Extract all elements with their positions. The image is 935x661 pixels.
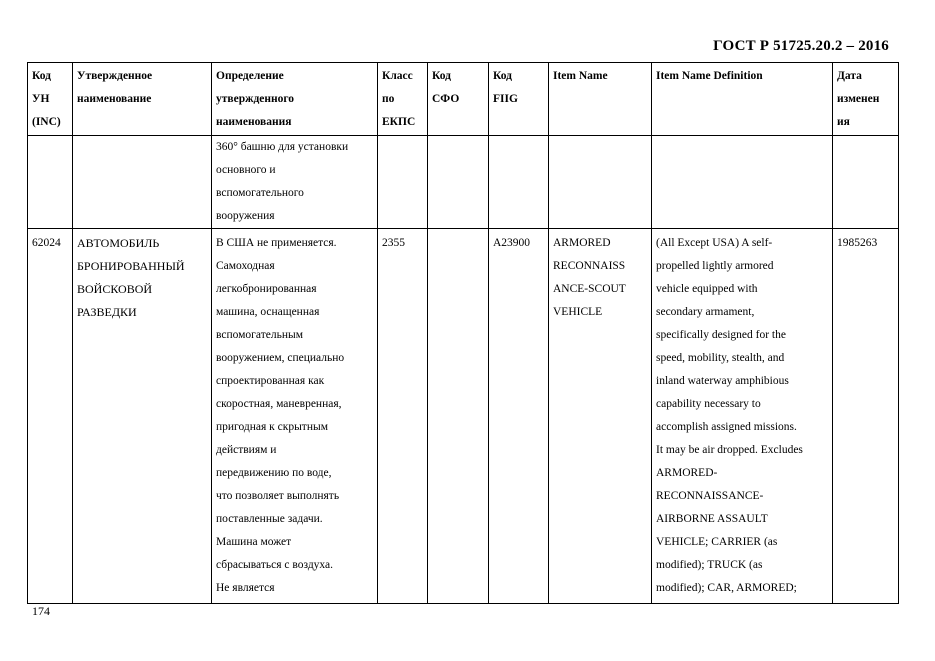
cell-line: ARMORED	[553, 237, 611, 249]
cell-line: сбрасываться с воздуха.	[216, 559, 333, 571]
cell-line: propelled lightly armored	[656, 260, 774, 272]
header-line: Класс	[382, 70, 413, 82]
cell-line: RECONNAISSANCE-	[656, 490, 764, 502]
header-col-inc	[28, 63, 73, 136]
cell-item-name	[549, 229, 652, 604]
cell-line: It may be air dropped. Excludes	[656, 444, 803, 456]
cell-date	[833, 229, 899, 604]
cell-class	[378, 136, 428, 229]
header-line: Код	[493, 70, 513, 82]
cell-line: В США не применяется.	[216, 237, 337, 249]
header-line: изменен	[837, 93, 880, 105]
table-row	[28, 229, 899, 604]
classifier-table	[27, 62, 899, 604]
header-line: Код	[32, 70, 52, 82]
cell-line: АВТОМОБИЛЬ	[77, 236, 160, 250]
header-line: по	[382, 93, 395, 105]
header-line: СФО	[432, 93, 460, 105]
cell-line: вооружения	[216, 210, 275, 222]
cell-sfo	[428, 136, 489, 229]
cell-item-name	[549, 136, 652, 229]
cell-line: действиям и	[216, 444, 277, 456]
cell-line: capability necessary to	[656, 398, 761, 410]
cell-item-def	[652, 136, 833, 229]
cell-line: VEHICLE; CARRIER (as	[656, 536, 778, 548]
cell-line: скоростная, маневренная,	[216, 398, 342, 410]
cell-line: что позволяет выполнять	[216, 490, 340, 502]
header-line: Утвержденное	[77, 70, 153, 82]
header-line: (INC)	[32, 116, 61, 128]
cell-line: modified); TRUCK (as	[656, 559, 763, 571]
cell-line: Машина может	[216, 536, 292, 548]
header-line: наименования	[216, 116, 292, 128]
page-number: 174	[32, 604, 50, 618]
header-col-item-name	[549, 63, 652, 136]
header-line: Код	[432, 70, 452, 82]
cell-line: машина, оснащенная	[216, 306, 320, 318]
header-line: Item Name	[553, 70, 608, 82]
cell-line: VEHICLE	[553, 306, 603, 318]
cell-line: speed, mobility, stealth, and	[656, 352, 785, 364]
header-line: Определение	[216, 70, 284, 82]
header-col-approved-name	[73, 63, 212, 136]
cell-inc	[28, 136, 73, 229]
header-col-item-def	[652, 63, 833, 136]
header-line: УН	[32, 93, 50, 105]
header-col-class	[378, 63, 428, 136]
cell-line: РАЗВЕДКИ	[77, 305, 137, 319]
cell-line: RECONNAISS	[553, 260, 626, 272]
cell-definition	[212, 136, 378, 229]
cell-line: vehicle equipped with	[656, 283, 758, 295]
cell-date-value: 1985263	[837, 237, 878, 249]
header-line: ЕКПС	[382, 116, 416, 128]
header-col-date	[833, 63, 899, 136]
cell-fiig	[489, 136, 549, 229]
header-line: утвержденного	[216, 93, 295, 105]
cell-class	[378, 229, 428, 604]
cell-line: ANCE-SCOUT	[553, 283, 626, 295]
cell-line: inland waterway amphibious	[656, 375, 789, 387]
cell-item-def	[652, 229, 833, 604]
cell-line: вспомогательным	[216, 329, 303, 341]
cell-line: Самоходная	[216, 260, 275, 272]
standard-header: ГОСТ Р 51725.20.2 – 2016	[713, 38, 889, 54]
cell-line: AIRBORNE ASSAULT	[656, 513, 768, 525]
cell-line: secondary armament,	[656, 306, 755, 318]
cell-definition	[212, 229, 378, 604]
cell-approved-name	[73, 136, 212, 229]
table-header-row	[28, 63, 899, 136]
table-row	[28, 136, 899, 229]
cell-line: accomplish assigned missions.	[656, 421, 797, 433]
cell-line: передвижению по воде,	[216, 467, 332, 479]
cell-line: ARMORED-	[656, 467, 718, 479]
cell-line: пригодная к скрытным	[216, 421, 328, 433]
cell-line: Не является	[216, 582, 275, 594]
cell-inc	[28, 229, 73, 604]
header-line: FIIG	[493, 93, 518, 105]
cell-line: (All Except USA) A self-	[656, 237, 773, 249]
cell-fiig	[489, 229, 549, 604]
cell-class-value: 2355	[382, 237, 405, 249]
cell-line: поставленные задачи.	[216, 513, 323, 525]
cell-line: спроектированная как	[216, 375, 325, 387]
header-line: наименование	[77, 93, 152, 105]
cell-approved-name	[73, 229, 212, 604]
header-col-fiig	[489, 63, 549, 136]
header-line: ия	[837, 116, 850, 128]
cell-date	[833, 136, 899, 229]
cell-line: легкобронированная	[216, 283, 317, 295]
cell-line: вооружением, специально	[216, 352, 345, 364]
header-line: Дата	[837, 70, 862, 82]
header-col-sfo	[428, 63, 489, 136]
cell-line: specifically designed for the	[656, 329, 786, 341]
cell-line: ВОЙСКОВОЙ	[77, 282, 153, 296]
cell-sfo	[428, 229, 489, 604]
cell-inc-value: 62024	[32, 237, 61, 249]
cell-line: modified); CAR, ARMORED;	[656, 582, 797, 594]
cell-fiig-value: A23900	[493, 237, 531, 249]
header-col-definition	[212, 63, 378, 136]
header-line: Item Name Definition	[656, 70, 763, 82]
cell-line: вспомогательного	[216, 187, 304, 199]
cell-line: БРОНИРОВАННЫЙ	[77, 259, 185, 273]
cell-line: основного и	[216, 164, 276, 176]
cell-line: 360° башню для установки	[216, 141, 349, 153]
